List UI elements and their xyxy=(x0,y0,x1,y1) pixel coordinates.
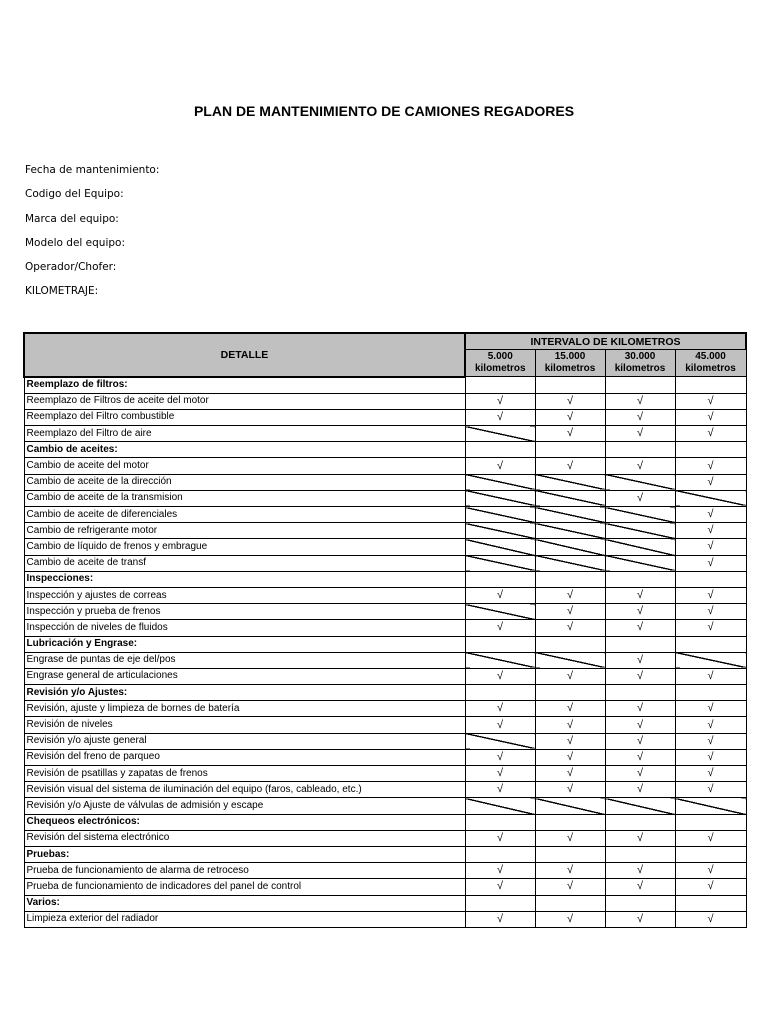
check-mark xyxy=(675,474,746,490)
empty-cell xyxy=(675,895,746,911)
field-modelo: Modelo del equipo: xyxy=(25,236,125,249)
check-mark-icon: √ xyxy=(636,459,644,472)
table-row xyxy=(24,701,746,717)
column-header-45000: 45.000 kilometros xyxy=(675,350,746,377)
check-mark-icon: √ xyxy=(707,669,714,682)
check-mark xyxy=(605,587,675,603)
empty-cell xyxy=(535,895,605,911)
check-mark-icon: √ xyxy=(496,880,504,893)
task-label: Cambio de aceite de diferenciales xyxy=(24,507,465,523)
task-label: Cambio de refrigerante motor xyxy=(24,523,465,539)
not-applicable-cell xyxy=(465,490,535,506)
check-mark xyxy=(675,782,746,798)
not-applicable-cell xyxy=(465,507,535,523)
check-mark-icon: √ xyxy=(636,783,644,796)
field-operador: Operador/Chofer: xyxy=(25,261,117,274)
check-mark-icon: √ xyxy=(496,621,504,634)
check-mark xyxy=(465,409,535,425)
check-mark xyxy=(535,749,605,765)
check-mark xyxy=(605,409,675,425)
not-applicable-cell xyxy=(535,652,605,668)
table-row xyxy=(24,782,746,798)
check-mark-icon: √ xyxy=(636,831,644,844)
check-mark xyxy=(535,911,605,927)
check-mark xyxy=(535,668,605,684)
check-mark-icon: √ xyxy=(707,540,714,553)
table-row xyxy=(24,830,746,846)
check-mark-icon: √ xyxy=(636,734,644,747)
check-mark-icon: √ xyxy=(566,702,574,715)
check-mark-icon: √ xyxy=(566,605,574,618)
check-mark-icon: √ xyxy=(496,718,504,731)
not-applicable-cell xyxy=(465,733,535,749)
check-mark-icon: √ xyxy=(566,589,574,602)
table-row xyxy=(24,474,746,490)
empty-cell xyxy=(675,846,746,862)
check-mark xyxy=(465,701,535,717)
check-mark-icon: √ xyxy=(707,750,714,763)
check-mark xyxy=(535,587,605,603)
check-mark-icon: √ xyxy=(496,589,504,602)
table-row xyxy=(24,587,746,603)
section-label: Cambio de aceites: xyxy=(24,442,465,458)
section-row xyxy=(24,895,746,911)
table-row xyxy=(24,911,746,927)
not-applicable-cell xyxy=(465,539,535,555)
check-mark xyxy=(535,409,605,425)
check-mark xyxy=(675,523,746,539)
section-label: Reemplazo de filtros: xyxy=(24,377,465,394)
page-title: PLAN DE MANTENIMIENTO DE CAMIONES REGADORES xyxy=(193,103,575,119)
check-mark xyxy=(675,393,746,409)
check-mark xyxy=(605,426,675,442)
empty-cell xyxy=(605,846,675,862)
check-mark-icon: √ xyxy=(707,605,714,618)
section-label: Varios: xyxy=(24,895,465,911)
check-mark xyxy=(675,555,746,571)
task-label: Revisión de psatillas y zapatas de frenos xyxy=(24,766,465,782)
check-mark-icon: √ xyxy=(707,831,714,844)
check-mark xyxy=(675,733,746,749)
not-applicable-cell xyxy=(535,474,605,490)
not-applicable-cell xyxy=(465,523,535,539)
detail-header: DETALLE xyxy=(24,333,465,377)
check-mark-icon: √ xyxy=(636,427,644,440)
check-mark xyxy=(535,863,605,879)
table-row xyxy=(24,717,746,733)
empty-cell xyxy=(605,895,675,911)
check-mark-icon: √ xyxy=(707,718,714,731)
not-applicable-cell xyxy=(465,652,535,668)
table-row xyxy=(24,733,746,749)
check-mark-icon: √ xyxy=(636,589,644,602)
check-mark xyxy=(465,782,535,798)
check-mark-icon: √ xyxy=(707,508,714,521)
check-mark-icon: √ xyxy=(566,734,574,747)
check-mark xyxy=(465,393,535,409)
task-label: Limpieza exterior del radiador xyxy=(24,911,465,927)
check-mark xyxy=(675,668,746,684)
check-mark xyxy=(675,604,746,620)
empty-cell xyxy=(535,814,605,830)
not-applicable-cell xyxy=(465,555,535,571)
not-applicable-cell xyxy=(535,507,605,523)
task-label: Reemplazo del Filtro de aire xyxy=(24,426,465,442)
table-row xyxy=(24,426,746,442)
not-applicable-cell xyxy=(535,798,605,814)
empty-cell xyxy=(675,571,746,587)
check-mark xyxy=(535,620,605,636)
table-row xyxy=(24,620,746,636)
check-mark xyxy=(605,879,675,895)
section-label: Inspecciones: xyxy=(24,571,465,587)
maintenance-table xyxy=(23,332,747,928)
check-mark-icon: √ xyxy=(707,621,714,634)
check-mark-icon: √ xyxy=(496,669,504,682)
task-label: Cambio de aceite de transf xyxy=(24,555,465,571)
task-label: Reemplazo del Filtro combustible xyxy=(24,409,465,425)
table-row xyxy=(24,490,746,506)
table-row xyxy=(24,523,746,539)
check-mark xyxy=(605,620,675,636)
check-mark xyxy=(535,766,605,782)
check-mark xyxy=(675,587,746,603)
empty-cell xyxy=(465,571,535,587)
check-mark xyxy=(605,863,675,879)
check-mark xyxy=(605,830,675,846)
field-kilometraje: KILOMETRAJE: xyxy=(25,285,99,298)
check-mark-icon: √ xyxy=(636,750,644,763)
not-applicable-cell xyxy=(465,798,535,814)
table-row xyxy=(24,393,746,409)
empty-cell xyxy=(465,685,535,701)
check-mark xyxy=(465,749,535,765)
check-mark-icon: √ xyxy=(707,475,714,488)
check-mark xyxy=(605,458,675,474)
task-label: Revisión y/o Ajuste de válvulas de admisión y escape xyxy=(24,798,465,814)
section-label: Lubricación y Engrase: xyxy=(24,636,465,652)
check-mark-icon: √ xyxy=(636,718,644,731)
field-fecha: Fecha de mantenimiento: xyxy=(25,164,160,176)
task-label: Revisión, ajuste y limpieza de bornes de batería xyxy=(24,701,465,717)
check-mark-icon: √ xyxy=(566,912,574,925)
task-label: Cambio de aceite de la transmision xyxy=(24,490,465,506)
empty-cell xyxy=(675,442,746,458)
not-applicable-cell xyxy=(675,652,746,668)
empty-cell xyxy=(675,636,746,652)
table-body xyxy=(24,377,746,928)
check-mark xyxy=(465,863,535,879)
not-applicable-cell xyxy=(535,555,605,571)
check-mark-icon: √ xyxy=(566,783,574,796)
check-mark xyxy=(535,879,605,895)
empty-cell xyxy=(535,377,605,394)
task-label: Revisión visual del sistema de iluminación del equipo (faros, cableado, etc.) xyxy=(24,782,465,798)
check-mark xyxy=(535,393,605,409)
column-header-30000: 30.000 kilometros xyxy=(605,350,675,377)
check-mark xyxy=(465,458,535,474)
empty-cell xyxy=(465,814,535,830)
empty-cell xyxy=(535,442,605,458)
column-header-5000: 5.000 kilometros xyxy=(465,350,535,377)
section-row xyxy=(24,442,746,458)
empty-cell xyxy=(605,636,675,652)
check-mark-icon: √ xyxy=(566,394,574,407)
not-applicable-cell xyxy=(535,539,605,555)
task-label: Inspección de niveles de fluidos xyxy=(24,620,465,636)
check-mark-icon: √ xyxy=(496,767,504,780)
check-mark xyxy=(675,701,746,717)
not-applicable-cell xyxy=(605,539,675,555)
check-mark-icon: √ xyxy=(566,831,574,844)
check-mark xyxy=(675,717,746,733)
check-mark xyxy=(535,458,605,474)
task-label: Reemplazo de Filtros de aceite del motor xyxy=(24,393,465,409)
check-mark-icon: √ xyxy=(707,734,714,747)
check-mark xyxy=(605,749,675,765)
check-mark-icon: √ xyxy=(636,394,644,407)
table-row xyxy=(24,766,746,782)
check-mark-icon: √ xyxy=(707,912,714,925)
table-row xyxy=(24,798,746,814)
section-row xyxy=(24,571,746,587)
empty-cell xyxy=(605,571,675,587)
field-codigo: Codigo del Equipo: xyxy=(25,188,124,201)
task-label: Revisión y/o ajuste general xyxy=(24,733,465,749)
task-label: Revisión del freno de parqueo xyxy=(24,749,465,765)
not-applicable-cell xyxy=(605,798,675,814)
check-mark-icon: √ xyxy=(636,702,644,715)
task-label: Engrase de puntas de eje del/pos xyxy=(24,652,465,668)
not-applicable-cell xyxy=(465,426,535,442)
check-mark xyxy=(675,911,746,927)
check-mark-icon: √ xyxy=(566,669,574,682)
check-mark-icon: √ xyxy=(566,459,574,472)
check-mark xyxy=(675,830,746,846)
check-mark xyxy=(675,458,746,474)
check-mark-icon: √ xyxy=(636,605,644,618)
check-mark-icon: √ xyxy=(566,767,574,780)
check-mark-icon: √ xyxy=(707,556,714,569)
not-applicable-cell xyxy=(465,474,535,490)
not-applicable-cell xyxy=(535,523,605,539)
section-row xyxy=(24,685,746,701)
check-mark xyxy=(675,539,746,555)
empty-cell xyxy=(605,442,675,458)
check-mark-icon: √ xyxy=(566,621,574,634)
empty-cell xyxy=(535,636,605,652)
check-mark-icon: √ xyxy=(636,767,644,780)
table-row xyxy=(24,879,746,895)
empty-cell xyxy=(535,846,605,862)
check-mark-icon: √ xyxy=(636,912,644,925)
check-mark xyxy=(465,587,535,603)
check-mark xyxy=(675,766,746,782)
not-applicable-cell xyxy=(535,490,605,506)
not-applicable-cell xyxy=(605,523,675,539)
check-mark-icon: √ xyxy=(496,864,504,877)
table-row xyxy=(24,458,746,474)
not-applicable-cell xyxy=(465,604,535,620)
check-mark xyxy=(465,879,535,895)
not-applicable-cell xyxy=(675,798,746,814)
empty-cell xyxy=(675,377,746,394)
task-label: Revisión del sistema electrónico xyxy=(24,830,465,846)
task-label: Prueba de funcionamiento de indicadores del panel de control xyxy=(24,879,465,895)
empty-cell xyxy=(605,814,675,830)
section-row xyxy=(24,814,746,830)
check-mark-icon: √ xyxy=(707,589,714,602)
check-mark xyxy=(605,604,675,620)
check-mark xyxy=(535,701,605,717)
check-mark xyxy=(605,668,675,684)
empty-cell xyxy=(535,685,605,701)
check-mark xyxy=(675,620,746,636)
check-mark xyxy=(675,863,746,879)
task-label: Prueba de funcionamiento de alarma de retroceso xyxy=(24,863,465,879)
check-mark xyxy=(605,652,675,668)
check-mark xyxy=(465,911,535,927)
check-mark xyxy=(535,717,605,733)
check-mark xyxy=(605,717,675,733)
check-mark-icon: √ xyxy=(496,702,504,715)
check-mark xyxy=(535,604,605,620)
table-row xyxy=(24,652,746,668)
section-label: Pruebas: xyxy=(24,846,465,862)
maintenance-fields xyxy=(25,162,159,308)
check-mark xyxy=(605,393,675,409)
check-mark-icon: √ xyxy=(496,912,504,925)
check-mark-icon: √ xyxy=(707,880,714,893)
task-label: Engrase general de articulaciones xyxy=(24,668,465,684)
empty-cell xyxy=(675,814,746,830)
check-mark xyxy=(465,668,535,684)
table-row xyxy=(24,555,746,571)
empty-cell xyxy=(605,685,675,701)
not-applicable-cell xyxy=(605,474,675,490)
not-applicable-cell xyxy=(605,507,675,523)
empty-cell xyxy=(465,636,535,652)
check-mark-icon: √ xyxy=(496,459,504,472)
table-row xyxy=(24,604,746,620)
empty-cell xyxy=(465,442,535,458)
check-mark xyxy=(675,507,746,523)
check-mark-icon: √ xyxy=(636,880,644,893)
check-mark xyxy=(535,782,605,798)
check-mark-icon: √ xyxy=(496,831,504,844)
check-mark-icon: √ xyxy=(707,394,714,407)
task-label: Revisión de niveles xyxy=(24,717,465,733)
check-mark-icon: √ xyxy=(707,524,714,537)
table-row xyxy=(24,539,746,555)
check-mark xyxy=(465,766,535,782)
check-mark-icon: √ xyxy=(636,864,644,877)
section-label: Chequeos electrónicos: xyxy=(24,814,465,830)
empty-cell xyxy=(465,895,535,911)
check-mark xyxy=(605,782,675,798)
check-mark-icon: √ xyxy=(566,864,574,877)
empty-cell xyxy=(535,571,605,587)
field-marca: Marca del equipo: xyxy=(25,212,119,225)
check-mark xyxy=(535,426,605,442)
check-mark-icon: √ xyxy=(636,653,644,666)
check-mark-icon: √ xyxy=(566,880,574,893)
table-row xyxy=(24,409,746,425)
check-mark-icon: √ xyxy=(566,750,574,763)
check-mark-icon: √ xyxy=(707,783,714,796)
interval-header: INTERVALO DE KILOMETROS xyxy=(465,333,746,350)
check-mark-icon: √ xyxy=(496,394,504,407)
task-label: Cambio de aceite del motor xyxy=(24,458,465,474)
task-label: Cambio de líquido de frenos y embrague xyxy=(24,539,465,555)
task-label: Inspección y ajustes de correas xyxy=(24,587,465,603)
check-mark-icon: √ xyxy=(707,459,714,472)
check-mark-icon: √ xyxy=(566,427,574,440)
section-label: Revisión y/o Ajustes: xyxy=(24,685,465,701)
check-mark-icon: √ xyxy=(707,702,714,715)
table-row xyxy=(24,863,746,879)
table-row xyxy=(24,668,746,684)
section-row xyxy=(24,377,746,394)
table-row xyxy=(24,749,746,765)
check-mark-icon: √ xyxy=(636,621,644,634)
check-mark xyxy=(465,620,535,636)
section-row xyxy=(24,636,746,652)
check-mark xyxy=(605,766,675,782)
check-mark-icon: √ xyxy=(707,410,714,423)
check-mark-icon: √ xyxy=(496,410,504,423)
check-mark xyxy=(605,701,675,717)
check-mark-icon: √ xyxy=(707,767,714,780)
table-row xyxy=(24,507,746,523)
check-mark-icon: √ xyxy=(566,718,574,731)
check-mark xyxy=(535,733,605,749)
check-mark xyxy=(675,409,746,425)
not-applicable-cell xyxy=(675,490,746,506)
empty-cell xyxy=(465,846,535,862)
check-mark-icon: √ xyxy=(636,410,644,423)
check-mark-icon: √ xyxy=(496,783,504,796)
check-mark xyxy=(675,879,746,895)
empty-cell xyxy=(605,377,675,394)
check-mark-icon: √ xyxy=(707,864,714,877)
check-mark xyxy=(535,830,605,846)
not-applicable-cell xyxy=(605,555,675,571)
check-mark xyxy=(465,717,535,733)
check-mark xyxy=(605,490,675,506)
check-mark-icon: √ xyxy=(707,427,714,440)
check-mark xyxy=(675,749,746,765)
check-mark xyxy=(675,426,746,442)
check-mark-icon: √ xyxy=(636,491,644,504)
section-row xyxy=(24,846,746,862)
check-mark-icon: √ xyxy=(636,669,644,682)
check-mark xyxy=(605,733,675,749)
check-mark-icon: √ xyxy=(566,410,574,423)
task-label: Inspección y prueba de frenos xyxy=(24,604,465,620)
empty-cell xyxy=(675,685,746,701)
task-label: Cambio de aceite de la dirección xyxy=(24,474,465,490)
empty-cell xyxy=(465,377,535,394)
check-mark-icon: √ xyxy=(496,750,504,763)
column-header-15000: 15.000 kilometros xyxy=(535,350,605,377)
check-mark xyxy=(605,911,675,927)
check-mark xyxy=(465,830,535,846)
